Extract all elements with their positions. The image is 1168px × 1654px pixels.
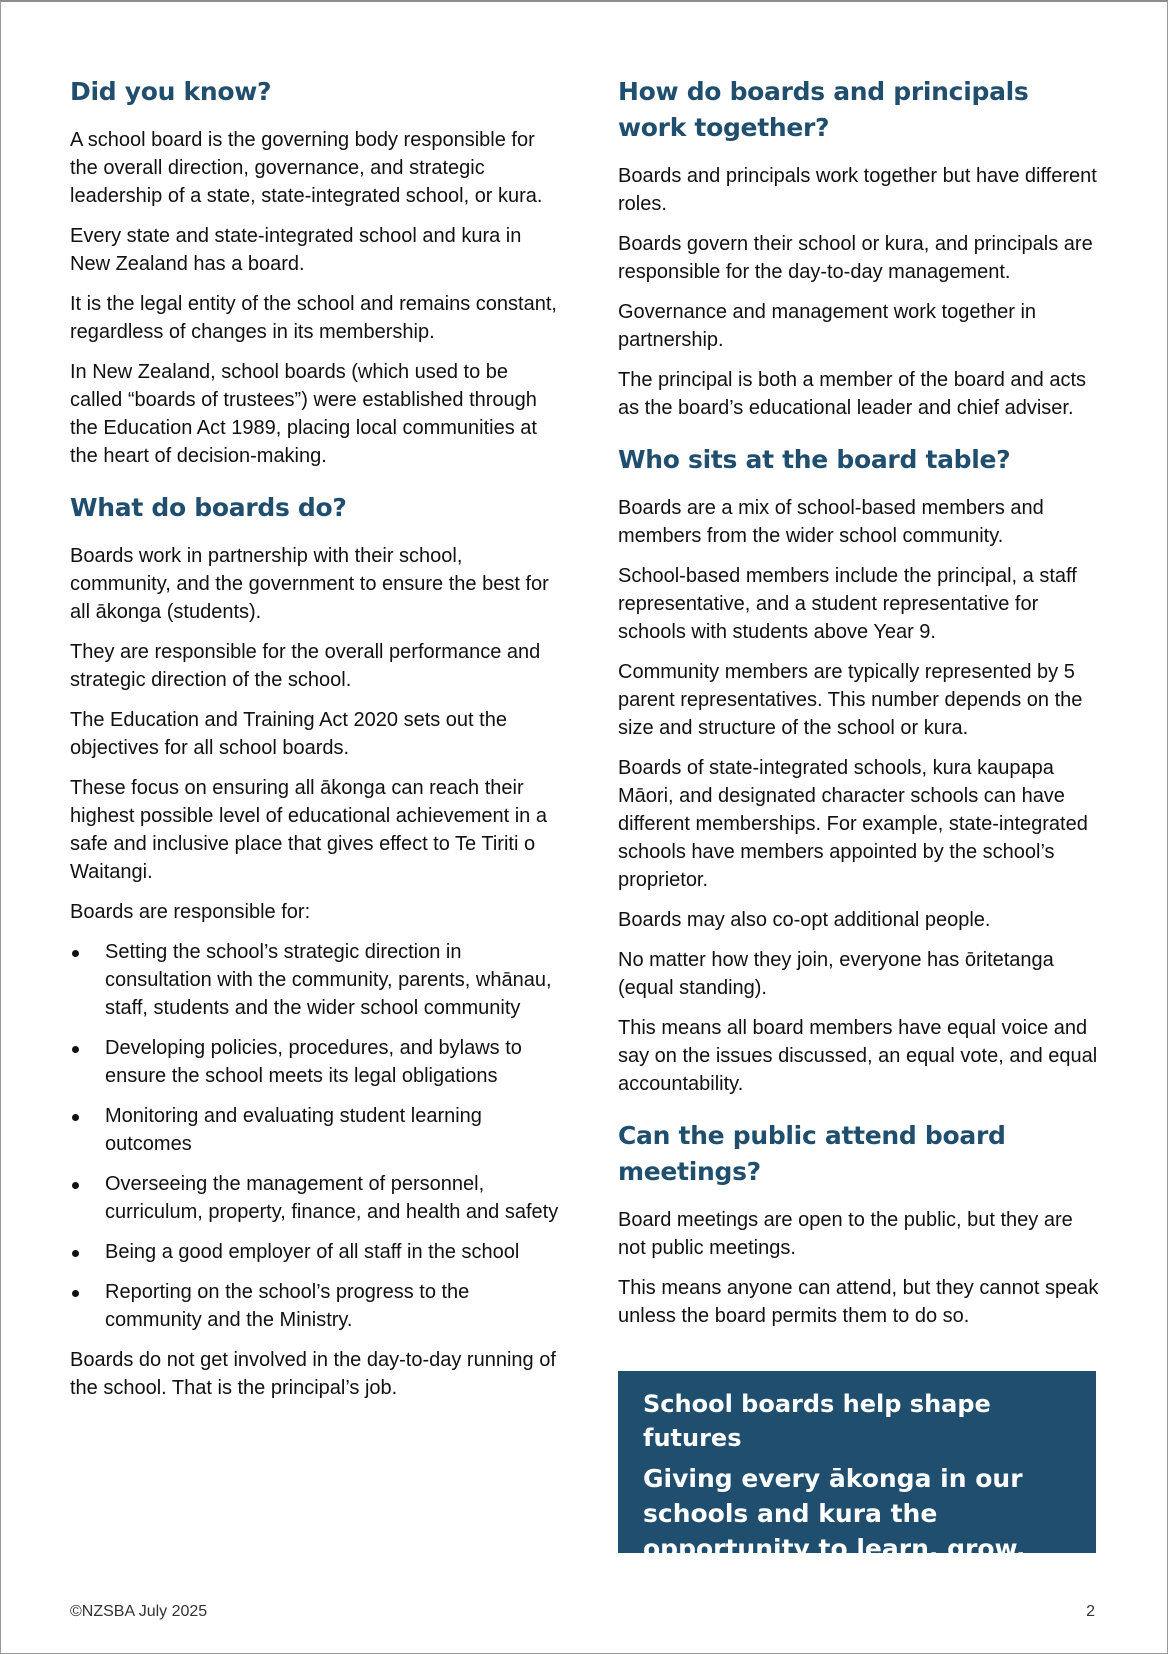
document-page [1, 2, 1167, 1654]
paragraph: In New Zealand, school boards (which used to be called “boards of trustees”) were established through the Education Act 1989, placing local communities at the heart of decision-making. [70, 361, 537, 467]
paragraph: Boards may also co-opt additional people. [618, 909, 991, 931]
bullet-icon [72, 950, 79, 957]
list-item [70, 1102, 560, 1158]
list-item [70, 1238, 560, 1266]
list-item [70, 1034, 560, 1090]
callout-box [618, 1371, 1096, 1598]
paragraph: It is the legal entity of the school and remains constant, regardless of changes in its membership. [70, 293, 557, 343]
heading-what-do-boards-do: What do boards do? [70, 493, 347, 522]
left-column [70, 74, 560, 1414]
paragraph: The Education and Training Act 2020 sets out the objectives for all school boards. [70, 709, 507, 759]
paragraph: Community members are typically represented by 5 parent representatives. This number depends on the size and structure of the school or kura. [618, 661, 1083, 739]
paragraph: They are responsible for the overall performance and strategic direction of the school. [70, 641, 541, 691]
list-item-text: Reporting on the school’s progress to the community and the Ministry. [105, 1281, 470, 1331]
paragraph: These focus on ensuring all ākonga can reach their highest possible level of educational achievement in a safe and inclusive place that gives effect to Te Tiriti o Waitangi. [70, 777, 547, 883]
footer-copyright: ©NZSBA July 2025 [70, 1603, 208, 1620]
page-number: 2 [1086, 1603, 1095, 1620]
heading-boards-and-principals: How do boards and principals work together? [618, 77, 1029, 142]
paragraph: Boards of state-integrated schools, kura kaupapa Māori, and designated character schools can have different memberships. For example, state-integrated schools have members appointed by the school’s proprietor. [618, 757, 1088, 891]
paragraph: A school board is the governing body responsible for the overall direction, governance, and strategic leadership of a state, state-integrated school, or kura. [70, 129, 543, 207]
list-item-text: Developing policies, procedures, and bylaws to ensure the school meets its legal obligations [105, 1037, 522, 1087]
list-item [70, 1170, 560, 1226]
paragraph: This means all board members have equal voice and say on the issues discussed, an equal vote, and equal accountability. [618, 1017, 1098, 1095]
paragraph: Boards and principals work together but have different roles. [618, 165, 1097, 215]
paragraph: Boards are responsible for: [70, 901, 311, 923]
paragraph: Every state and state-integrated school and kura in New Zealand has a board. [70, 225, 522, 275]
bullet-icon [72, 1182, 79, 1189]
list-item-text: Being a good employer of all staff in the school [105, 1241, 520, 1263]
paragraph: Boards do not get involved in the day-to-day running of the school. That is the principal’s job. [70, 1349, 556, 1399]
list-item-text: Setting the school’s strategic direction in consultation with the community, parents, whānau, staff, students and the wider school community [105, 941, 552, 1019]
bullet-icon [72, 1250, 79, 1257]
heading-who-sits-at-board-table: Who sits at the board table? [618, 445, 1011, 474]
list-item [70, 1278, 560, 1334]
list-item-text: Overseeing the management of personnel, curriculum, property, finance, and health and safety [105, 1173, 559, 1223]
heading-public-attend-meetings: Can the public attend board meetings? [618, 1121, 1006, 1186]
paragraph: Governance and management work together in partnership. [618, 301, 1037, 351]
bullet-icon [72, 1114, 79, 1121]
paragraph: Boards work in partnership with their school, community, and the government to ensure the best for all ākonga (students). [70, 545, 549, 623]
paragraph: Board meetings are open to the public, but they are not public meetings. [618, 1209, 1073, 1259]
list-item-text: Monitoring and evaluating student learning outcomes [105, 1105, 482, 1155]
callout-body: Giving every ākonga in our schools and kura the opportunity to learn, grow, and thrive. [643, 1464, 1026, 1598]
list-item [70, 938, 560, 1022]
paragraph: No matter how they join, everyone has ōritetanga (equal standing). [618, 949, 1054, 999]
right-column [618, 74, 1103, 1342]
bullet-icon [72, 1290, 79, 1297]
callout-title: School boards help shape futures [643, 1390, 991, 1452]
paragraph: The principal is both a member of the board and acts as the board’s educational leader and chief adviser. [618, 369, 1087, 419]
paragraph: School-based members include the principal, a staff representative, and a student representative for schools with students above Year 9. [618, 565, 1077, 643]
responsibilities-list [70, 938, 560, 1334]
paragraph: Boards govern their school or kura, and principals are responsible for the day-to-day management. [618, 233, 1093, 283]
bullet-icon [72, 1046, 79, 1053]
paragraph: Boards are a mix of school-based members and members from the wider school community. [618, 497, 1044, 547]
paragraph: This means anyone can attend, but they cannot speak unless the board permits them to do so. [618, 1277, 1099, 1327]
heading-did-you-know: Did you know? [70, 77, 272, 106]
